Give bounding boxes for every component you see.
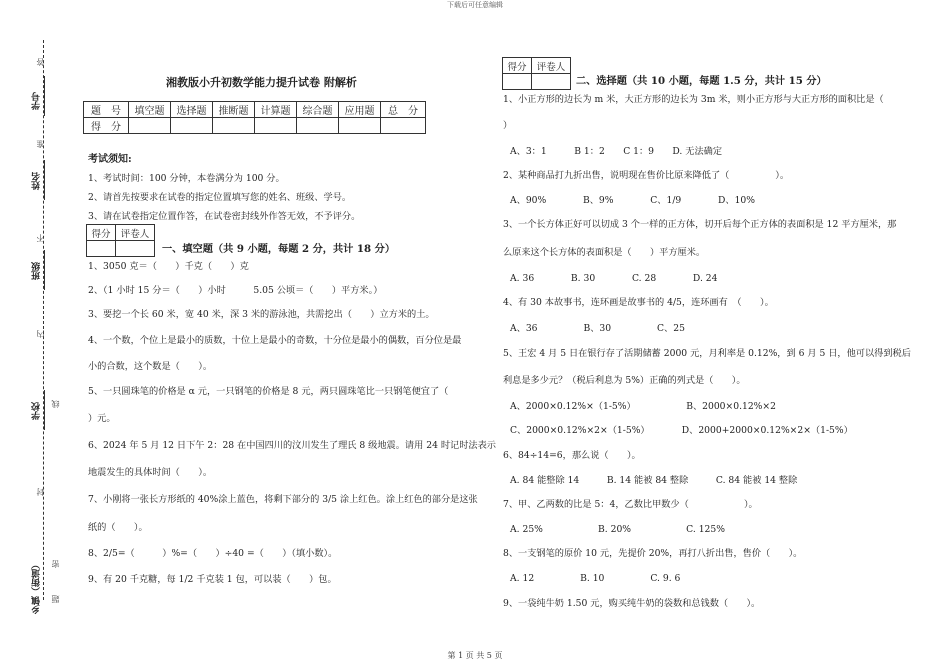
question-line: 1、3050 克＝（ ）千克（ ）克 <box>88 261 249 272</box>
grader-box-section1 <box>86 224 155 257</box>
margin-field-class: 班级 <box>32 262 42 280</box>
question-line: 2、（1 小时 15 分＝（ ）小时 5.05 公顷＝（ ）平方米。） <box>88 285 383 296</box>
notice-heading: 考试须知: <box>88 154 132 165</box>
question-line: 9、有 20 千克糖，每 1/2 千克装 1 包，可以装（ ）包。 <box>88 574 337 585</box>
question-line: 6、84÷14=6，那么说（ ）。 <box>503 450 641 461</box>
option-line: A、2000×0.12%×（1-5%） B、2000×0.12%×2 <box>510 401 776 412</box>
score-entry-cell[interactable] <box>339 118 381 134</box>
question-line: 利息是多少元？（税后利息为 5%）正确的列式是（ ）。 <box>503 375 746 386</box>
question-line: 8、2/5=（ ）%=（ ）÷40 =（ ）（填小数）。 <box>88 548 338 559</box>
notice-item: 3、请在试卷指定位置作答，在试卷密封线外作答无效，不予评分。 <box>88 211 361 222</box>
question-line: 2、某种商品打九折出售，说明现在售价比原来降低了（ ）。 <box>503 170 790 181</box>
question-line: 4、有 30 本故事书，连环画是故事书的 4/5，连环画有 （ ）。 <box>503 297 774 308</box>
score-entry-cell[interactable] <box>297 118 339 134</box>
score-table-score-row <box>84 118 426 134</box>
margin-cut-char: 题 <box>51 595 60 603</box>
margin-cut-char: 准 <box>36 140 45 148</box>
exam-title: 湘教版小升初数学能力提升试卷 附解析 <box>166 76 357 89</box>
grader-sign-cell[interactable] <box>532 74 571 90</box>
question-line: 1、小正方形的边长为 m 米，大正方形的边长为 3m 米，则小正方形与大正方形的面积比是（ <box>503 94 884 105</box>
grader-box-section2 <box>502 57 571 90</box>
option-line: A、3：1 B 1：2 C 1：9 D. 无法确定 <box>510 146 723 157</box>
option-line: C、2000×0.12%×2×（1-5%） D、2000+2000×0.12%×2×（1-5%） <box>510 425 853 436</box>
score-table-cell: 填空题 <box>129 102 171 118</box>
score-table-cell: 总 分 <box>381 102 426 118</box>
question-line: 8、一支钢笔的原价 10 元，先提价 20%，再打八折出售，售价（ ）。 <box>503 548 803 559</box>
question-line: 5、王宏 4 月 5 日在银行存了活期储蓄 2000 元，月利率是 0.12%，到 6 月 5 日，他可以得到税后 <box>503 348 911 359</box>
question-line: 纸的（ ）。 <box>88 522 148 533</box>
question-line: 6、2024 年 5 月 12 日下午 2：28 在中国四川的汶川发生了理氏 8 级地震。请用 24 时记时法表示 <box>88 440 496 451</box>
grader-label: 评卷人 <box>532 58 571 74</box>
margin-cut-char: 线 <box>51 400 60 408</box>
margin-field-town: 乡镇（街道） <box>32 560 42 614</box>
question-line: 5、一只圆珠笔的价格是 α 元，一只钢笔的价格是 8 元，两只圆珠笔比一只钢笔便宜了（ <box>88 386 449 397</box>
grader-sign-cell[interactable] <box>116 241 155 257</box>
score-table <box>83 101 426 134</box>
question-line: 地震发生的具体时间（ ）。 <box>88 467 213 478</box>
score-entry-cell[interactable] <box>129 118 171 134</box>
score-table-cell: 选择题 <box>171 102 213 118</box>
question-line: 9、一袋纯牛奶 1.50 元，购买纯牛奶的袋数和总钱数（ ）。 <box>503 598 761 609</box>
question-line: 4、一个数，个位上是最小的质数，十位上是最小的奇数，十分位是最小的偶数，百分位是最 <box>88 335 462 346</box>
grader-score-label: 得分 <box>87 225 116 241</box>
question-line: 3、一个长方体正好可以切成 3 个一样的正方体，切开后每个正方体的表面积是 12 平方厘米，那 <box>503 219 897 230</box>
score-table-cell: 计算题 <box>255 102 297 118</box>
score-table-cell: 得 分 <box>84 118 129 134</box>
score-entry-cell[interactable] <box>213 118 255 134</box>
margin-fill-line <box>44 250 45 290</box>
grader-score-cell[interactable] <box>87 241 116 257</box>
margin-cut-char: 密 <box>51 560 60 568</box>
question-line: 7、甲、乙两数的比是 5：4，乙数比甲数少（ ）。 <box>503 499 758 510</box>
header-note: 下载后可任意编辑 <box>447 1 503 9</box>
option-line: A. 12 B. 10 C. 9. 6 <box>510 573 681 584</box>
option-line: A. 36 B. 30 C. 28 D. 24 <box>510 273 718 284</box>
notice-item: 2、请首先按要求在试卷的指定位置填写您的姓名、班级、学号。 <box>88 192 352 203</box>
grader-score-cell[interactable] <box>503 74 532 90</box>
margin-cut-char: 内 <box>36 330 45 338</box>
margin-field-name: 姓名 <box>32 172 42 190</box>
score-entry-cell[interactable] <box>381 118 426 134</box>
question-line: ）元。 <box>88 413 116 424</box>
score-table-cell: 综合题 <box>297 102 339 118</box>
margin-fill-line <box>44 390 45 430</box>
grader-score-label: 得分 <box>503 58 532 74</box>
margin-cut-char: 不 <box>36 234 45 242</box>
score-table-cell: 题 号 <box>84 102 129 118</box>
question-line: ） <box>503 120 513 131</box>
section1-heading: 一、填空题（共 9 小题，每题 2 分，共计 18 分） <box>162 243 396 255</box>
binding-dashed-line <box>43 40 44 600</box>
section2-heading: 二、选择题（共 10 小题，每题 1.5 分，共计 15 分） <box>576 75 827 87</box>
score-table-cell: 应用题 <box>339 102 381 118</box>
question-line: 7、小刚将一张长方形纸的 40%涂上蓝色，将剩下部分的 3/5 涂上红色。涂上红色的部分是这张 <box>88 494 478 505</box>
option-line: A、36 B、30 C、25 <box>510 323 685 334</box>
grader-label: 评卷人 <box>116 225 155 241</box>
margin-cut-char: 答 <box>36 58 45 66</box>
option-line: A. 84 能整除 14 B. 14 能被 84 整除 C. 84 能被 14 整除 <box>510 475 798 486</box>
margin-fill-line <box>44 76 45 116</box>
question-line: 么原来这个长方体的表面积是（ ）平方厘米。 <box>503 247 706 258</box>
option-line: A、90% B、9% C、1/9 D、10% <box>510 195 755 206</box>
score-entry-cell[interactable] <box>255 118 297 134</box>
margin-cut-char: 封 <box>36 488 45 496</box>
margin-field-school: 学校 <box>32 402 42 420</box>
margin-field-student-id: 学号 <box>32 92 42 110</box>
score-table-cell: 推断题 <box>213 102 255 118</box>
score-table-header-row <box>84 102 426 118</box>
margin-fill-line <box>44 160 45 200</box>
notice-item: 1、考试时间：100 分钟，本卷满分为 100 分。 <box>88 173 285 184</box>
score-entry-cell[interactable] <box>171 118 213 134</box>
page-footer: 第 1 页 共 5 页 <box>447 651 503 660</box>
option-line: A. 25% B. 20% C. 125% <box>510 524 725 535</box>
question-line: 小的合数，这个数是（ ）。 <box>88 361 213 372</box>
question-line: 3、要挖一个长 60 米，宽 40 米，深 3 米的游泳池，共需挖出（ ）立方米的土。 <box>88 309 435 320</box>
